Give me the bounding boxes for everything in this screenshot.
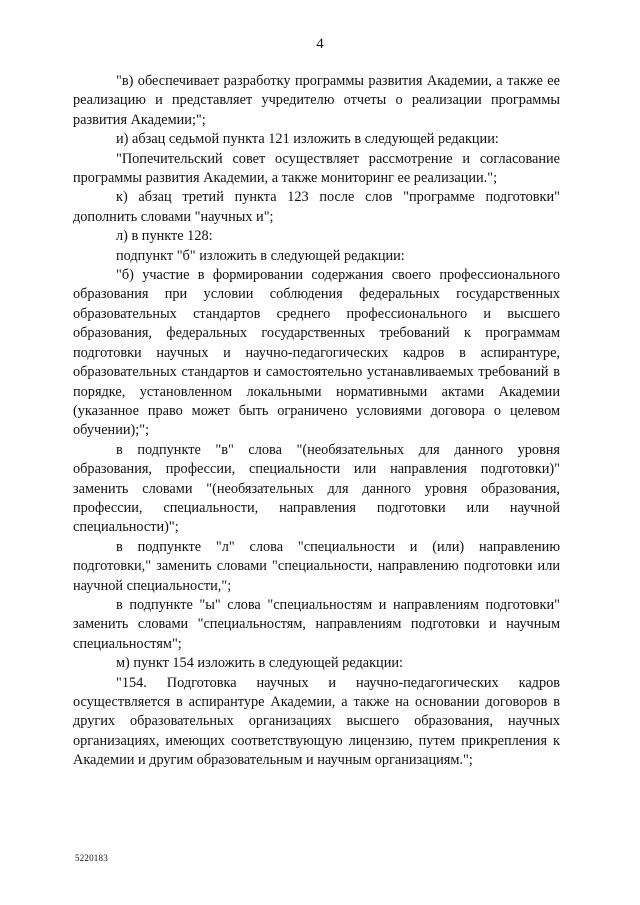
paragraph-subpoint-v: в подпункте "в" слова "(необязательных для данного уровня образования, профессии, специальности или направления подготовки)" заменить словами "(необязательных для данного уровня образования, профессии, специальности, направления подготовки или научной специальности)"; [73,441,560,536]
paragraph-l: л) в пункте 128: [116,228,213,245]
paragraph-subpoint-y: в подпункте "ы" слова "специальностям и направлениям подготовки" заменить словами "специальностям, направлениям подготовки и научным специальностям"; [73,596,560,652]
paragraph-subpoint-l: в подпункте "л" слова "специальности и (или) направлению подготовки," заменить словами "специальности, направлению подготовки или научной специальности,"; [73,538,560,594]
paragraph-trustee-council: "Попечительский совет осуществляет рассмотрение и согласование программы развития Академии, а также мониторинг ее реализации."; [73,150,560,187]
document-code: 5220183 [75,853,108,863]
paragraph-154-text: "154. Подготовка научных и научно-педагогических кадров осуществляется в аспирантуре Академии, а также на основании договоров в других образовательных организациях высшего образования, научных организациях, имеющих соответствующую лицензию, путем прикрепления к Академии и другим образовательным и научным организациям."; [73,674,560,769]
paragraph-subpoint-b: подпункт "б" изложить в следующей редакции: [116,247,405,264]
paragraph-m: м) пункт 154 изложить в следующей редакции: [116,655,403,672]
paragraph-b-text: "б) участие в формировании содержания своего профессионального образования при условии соблюдения федеральных государственных образовательных стандартов среднего профессионального и высшего образования, федеральных государственных требований к программам подготовки научных и научно-педагогических кадров в аспирантуре, образовательных стандартов и самостоятельно устанавливаемых требований в порядке, установленном локальными нормативными актами Академии (указанное право может быть ограничено условиями договора о целевом обучении);"; [73,267,560,439]
paragraph-v-amendment: "в) обеспечивает разработку программы развития Академии, а также ее реализацию и представляет учредителю отчеты о реализации программы развития Академии;"; [73,73,560,128]
document-body [73,72,560,771]
paragraph-i: и) абзац седьмой пункта 121 изложить в следующей редакции: [116,131,499,148]
paragraph-k: к) абзац третий пункта 123 после слов "программе подготовки" дополнить словами "научных и"; [73,189,560,225]
page-number: 4 [316,36,324,52]
